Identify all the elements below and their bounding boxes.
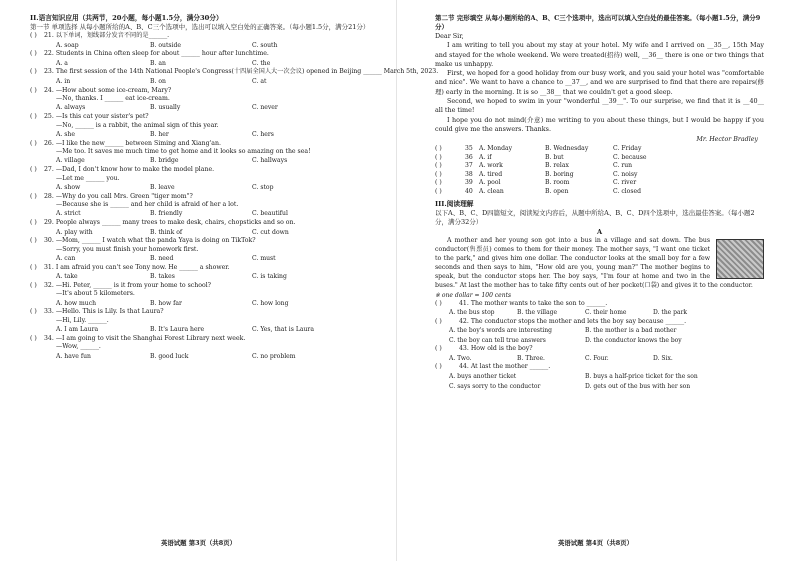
answer-option[interactable]: C. south	[252, 41, 278, 49]
dialogue-line: —It's about 5 kilometers.	[56, 290, 135, 298]
answer-option[interactable]: A. Two.	[449, 354, 472, 362]
option-row	[435, 354, 764, 364]
question-text: 31. I am afraid you can't see Tony now. He ______ a shower.	[44, 263, 230, 271]
answer-option[interactable]: B. on	[150, 77, 166, 85]
answer-blank[interactable]: ( )	[435, 345, 442, 353]
question-body: —Hello. This is Lily. Is that Laura?	[55, 308, 164, 316]
question-body: —Is this cat your sister's pet?	[55, 113, 149, 121]
dialogue-line: —No, thanks. I ______ eat ice-cream.	[56, 95, 170, 103]
question-stem	[435, 318, 764, 327]
answer-option[interactable]: B. takes	[150, 273, 175, 281]
answer-blank[interactable]: ( )	[435, 317, 442, 325]
question-text: 22. Students in China often sleep for about ______ hour after lunchtime.	[44, 50, 269, 58]
question-body: —I like the new______ between Siming and Xiang'an.	[55, 139, 221, 147]
question-text: 32. —Hi. Peter, ______ is it from your home to school?	[44, 281, 211, 289]
question-body: At last the mother ______.	[470, 363, 551, 371]
question-text: 30. —Mom, ______ I watch what the panda Yaya is doing on TikTok?	[44, 237, 256, 245]
answer-blank[interactable]: ( )	[435, 299, 442, 307]
question-number: 31	[44, 263, 52, 271]
answer-blank[interactable]: ( )	[435, 363, 442, 371]
cloze-option-row	[435, 162, 764, 171]
question-number: 23	[44, 68, 52, 76]
passage-text: A mother and her young son got into a bus in a village and sat down. The bus conductor(售票员) comes to them for their money. The mother says, "I want one ticket to the park," and gives him one dollar. The conductor looks at the small boy for a few seconds and then says to him, "How old are you, young man?" The mother begins to speak, but the conductor stops her. The boy says, "I'm four at home and two in the buses." At last the mother has to take fifty cents out of her pocket(口袋) and gives it to the conductor.	[435, 237, 753, 289]
answer-option[interactable]: A. in	[56, 77, 71, 85]
answer-option[interactable]: C. says sorry to the conductor	[449, 382, 541, 390]
question-number: 22	[44, 50, 52, 58]
cloze-part-title: 第二节 完形填空 从每小题所给的A、B、C三个选项中，选出可以填入空白处的最佳答案。（每小题1.5分，满分9分）	[435, 14, 761, 31]
answer-option[interactable]: B. It's Laura here	[150, 326, 205, 334]
option-row	[30, 183, 377, 193]
page-footer: 英语试题 第3页（共8页）	[160, 539, 237, 547]
answer-option[interactable]: A. soap	[56, 41, 79, 49]
answer-option[interactable]: B. an	[150, 59, 166, 67]
answer-option[interactable]: C. stop	[252, 183, 274, 191]
passage-note: ※ one dollar = 100 cents	[435, 291, 512, 299]
page-footer: 英语试题 第4页（共8页）	[557, 539, 634, 547]
option-row	[30, 130, 377, 140]
option-row	[30, 41, 377, 51]
answer-option[interactable]: C. must	[252, 255, 276, 263]
question-number: 24	[44, 86, 52, 94]
question-number: 43	[459, 345, 467, 353]
answer-option[interactable]: C. because	[613, 153, 647, 161]
answer-option[interactable]: A. the bus stop	[449, 309, 495, 317]
question-number: 38	[465, 170, 473, 178]
answer-blank[interactable]: ( )	[30, 334, 37, 342]
answer-blank[interactable]: ( )	[30, 166, 37, 174]
answer-option[interactable]: C. the boy can tell true answers	[449, 336, 546, 344]
question-stem	[30, 68, 439, 77]
answer-option[interactable]: D. gets out of the bus with her son	[585, 382, 691, 390]
question-text: 26. —I like the new______ between Siming and Xiang'an.	[44, 139, 221, 147]
answer-blank[interactable]: ( )	[30, 50, 37, 58]
answer-blank[interactable]: ( )	[30, 308, 37, 316]
question-stem	[30, 219, 377, 228]
answer-blank[interactable]: ( )	[30, 237, 37, 245]
answer-option[interactable]: B. outside	[150, 41, 181, 49]
answer-option[interactable]: C. hers	[252, 130, 274, 138]
question-number: 27	[44, 166, 52, 174]
question-text: 29. People always ______ many trees to make desk, chairs, chopsticks and so on.	[44, 218, 296, 226]
answer-blank[interactable]: ( )	[30, 281, 37, 289]
question-stem	[435, 345, 764, 354]
answer-option[interactable]: D. the conductor knows the boy	[585, 336, 682, 344]
answer-option[interactable]: A. if	[479, 153, 492, 161]
question-number: 40	[465, 187, 473, 195]
answer-option[interactable]: C. Yes, that is Laura	[252, 326, 314, 334]
option-row	[30, 352, 377, 362]
answer-option[interactable]: D. the park	[653, 309, 688, 317]
answer-blank[interactable]: ( )	[435, 153, 442, 161]
part-title: 第一节 单项选择 从每小题所给的A、B、C三个选项中，选出可以填入空白处的正确答案。（每小题1.5分，满分21分）	[30, 23, 370, 31]
reading-title: III.阅读理解	[435, 200, 474, 209]
answer-option[interactable]: A. always	[56, 104, 86, 112]
dialogue-line: —Sorry, you must finish your homework first.	[56, 245, 199, 253]
option-row	[30, 59, 377, 69]
answer-option[interactable]: A. she	[56, 130, 75, 138]
dialogue-line: —Let me ______ you.	[56, 174, 120, 182]
passage-label: A	[596, 228, 603, 237]
question-stem	[435, 363, 764, 372]
question-stem	[30, 264, 377, 273]
cloze-option-row	[435, 171, 764, 180]
answer-option[interactable]: C. how long	[252, 299, 289, 307]
answer-option[interactable]: B. her	[150, 130, 169, 138]
answer-blank[interactable]: ( )	[30, 139, 37, 147]
answer-blank[interactable]: ( )	[30, 32, 37, 39]
answer-option[interactable]: B. relax	[545, 162, 569, 170]
question-text: 27. —Dad, I don't know how to make the model plane.	[44, 166, 215, 174]
question-body: The conductor stops the mother and lets the boy say because ______.	[470, 317, 687, 325]
answer-option[interactable]: A. pool	[479, 179, 501, 187]
letter-paragraph: I am writing to tell you about my stay at your hotel. My wife and I arrived on __35__, 15th May and stayed for the whole weekend. We were treated(招待) well, __36__ there is one or two things that make us unhappy.	[435, 41, 764, 68]
option-row	[435, 308, 764, 318]
answer-option[interactable]: A. the boy's words are interesting	[449, 327, 552, 335]
question-stem	[30, 335, 377, 344]
question-stem	[30, 237, 377, 246]
question-stem	[30, 166, 377, 175]
question-text: 25. —Is this cat your sister's pet?	[44, 113, 149, 121]
answer-option[interactable]: A. clean	[479, 187, 504, 195]
passage-illustration	[716, 239, 764, 279]
answer-option[interactable]: A. tired	[479, 170, 503, 178]
letter-greeting: Dear Sir,	[435, 32, 464, 40]
letter-paragraph: I hope you do not mind(介意) me writing to you about these things, but I would be happy if you could give me the answers. Thanks.	[435, 115, 764, 133]
answer-option[interactable]: A. strict	[56, 210, 81, 218]
question-body: The mother wants to take the son to ______.	[470, 299, 608, 307]
option-row	[30, 299, 377, 309]
answer-blank[interactable]: ( )	[30, 68, 37, 76]
option-row	[435, 382, 764, 392]
answer-blank[interactable]: ( )	[435, 145, 442, 153]
question-text: 24. —How about some ice-cream, Mary?	[44, 86, 172, 94]
answer-option[interactable]: B. leave	[150, 183, 175, 191]
cloze-option-row	[435, 188, 764, 197]
question-stem	[30, 32, 377, 41]
right-page	[397, 0, 794, 561]
question-text: 23. The first session of the 14th National People's Congress(十四届全国人大一次会议) opened in Beijing ______ March 5th, 2023.	[44, 68, 439, 76]
question-body: I am afraid you can't see Tony now. He ______ a shower.	[55, 263, 230, 271]
cloze-options-list	[435, 145, 764, 196]
option-row	[30, 272, 377, 282]
answer-option[interactable]: B. but	[545, 153, 564, 161]
question-stem	[30, 140, 377, 149]
question-number: 39	[465, 179, 473, 187]
letter-paragraph: First, we hoped for a good holiday from our busy work, and you said your hotel was "comfortable and nice". We want to have a chance to __37__, and we are surprised to find that there are repairs(修理) early in the morning. It is so __38__ that we couldn't get a good sleep.	[435, 69, 764, 96]
answer-option[interactable]: C. the	[252, 59, 271, 67]
question-number: 33	[44, 308, 52, 316]
answer-option[interactable]: A. how much	[56, 299, 97, 307]
question-text: 21. 以下单词，划线部分发音不同的是______.	[44, 32, 170, 39]
section-title: II.语言知识应用（共两节，20小题，每小题1.5分，满分30分）	[30, 14, 223, 22]
answer-option[interactable]: C. no problem	[252, 352, 296, 360]
dialogue-line: —Wow, ______.	[56, 343, 101, 351]
answer-option[interactable]: C. cut down	[252, 228, 289, 236]
question-stem	[30, 282, 377, 291]
answer-option[interactable]: B. open	[545, 187, 569, 195]
answer-option[interactable]: B. buys a half-price ticket for the son	[585, 373, 698, 381]
answer-option[interactable]: C. is taking	[252, 273, 287, 281]
answer-option[interactable]: B. how far	[150, 299, 182, 307]
answer-option[interactable]: B. the mother is a bad mother	[585, 327, 677, 335]
answer-option[interactable]: C. closed	[613, 187, 641, 195]
answer-option[interactable]: B. friendly	[150, 210, 183, 218]
question-number: 44	[459, 363, 467, 371]
answer-option[interactable]: B. room	[545, 179, 570, 187]
answer-option[interactable]: B. usually	[150, 104, 181, 112]
question-text: 33. —Hello. This is Lily. Is that Laura?	[44, 308, 164, 316]
question-number: 30	[44, 237, 52, 245]
question-body: How old is the boy?	[470, 345, 533, 353]
answer-option[interactable]: A. show	[56, 183, 81, 191]
question-number: 36	[465, 153, 473, 161]
answer-option[interactable]: A. a	[56, 59, 68, 67]
question-stem	[30, 308, 377, 317]
question-body: People always ______ many trees to make desk, chairs, chopsticks and so on.	[55, 218, 296, 226]
option-row	[30, 325, 377, 335]
question-number: 41	[459, 299, 467, 307]
question-number: 25	[44, 113, 52, 121]
question-body: —Dad, I don't know how to make the model plane.	[55, 166, 215, 174]
dialogue-line: —Hi, Lily. ______.	[56, 316, 109, 324]
question-text: 44. At last the mother ______.	[459, 363, 551, 371]
answer-option[interactable]: B. the village	[517, 309, 558, 317]
question-stem	[435, 300, 764, 309]
question-stem	[30, 193, 377, 202]
dialogue-line: —Me too. It saves me much time to get home and it looks so amazing on the sea!	[56, 148, 311, 156]
answer-option[interactable]: A. work	[479, 162, 503, 170]
answer-blank[interactable]: ( )	[435, 187, 442, 195]
question-body: Students in China often sleep for about ______ hour after lunchtime.	[55, 50, 269, 58]
answer-option[interactable]: A. buys another ticket	[449, 373, 517, 381]
multiple-choice-list	[30, 32, 439, 361]
answer-option[interactable]: B. boring	[545, 170, 574, 178]
answer-blank[interactable]: ( )	[30, 113, 37, 121]
question-number: 26	[44, 139, 52, 147]
question-number: 32	[44, 281, 52, 289]
question-text: 43. How old is the boy?	[459, 345, 533, 353]
answer-option[interactable]: C. Four.	[585, 354, 609, 362]
answer-blank[interactable]: ( )	[435, 162, 442, 170]
dialogue-line: —Because she is ______ and her child is afraid of her a lot.	[56, 201, 239, 209]
answer-option[interactable]: C. never	[252, 104, 278, 112]
reading-instructions: 以下A、B、C、D四篇短文，阅读短文内容后，从题中所给A、B、C、D四个选项中，选出最佳答案。（每小题2分，满分32分）	[435, 209, 755, 227]
question-number: 35	[465, 145, 473, 153]
answer-option[interactable]: C. noisy	[613, 170, 638, 178]
question-stem	[30, 113, 377, 122]
question-body: —How about some ice-cream, Mary?	[55, 86, 172, 94]
question-number: 21	[44, 32, 52, 39]
option-row	[30, 77, 377, 87]
answer-option[interactable]: A. play with	[56, 228, 93, 236]
option-row	[30, 254, 377, 264]
cloze-letter	[435, 32, 764, 145]
cloze-option-row	[435, 154, 764, 163]
answer-option[interactable]: C. beautiful	[252, 210, 288, 218]
answer-option[interactable]: B. bridge	[150, 157, 179, 165]
question-text: 41. The mother wants to take the son to ______.	[459, 299, 608, 307]
answer-option[interactable]: A. have fun	[56, 352, 91, 360]
question-body: —Mom, ______ I watch what the panda Yaya is doing on TikTok?	[55, 237, 256, 245]
question-number: 28	[44, 192, 52, 200]
answer-option[interactable]: A. Monday	[479, 145, 513, 153]
option-row	[30, 103, 377, 113]
option-row	[435, 372, 764, 382]
question-number: 37	[465, 162, 473, 170]
question-number: 29	[44, 218, 52, 226]
answer-option[interactable]: C. run	[613, 162, 633, 170]
option-row	[30, 228, 377, 238]
answer-option[interactable]: C. Friday	[613, 145, 642, 153]
answer-blank[interactable]: ( )	[30, 86, 37, 94]
letter-paragraph: Second, we hoped to swim in your "wonderful __39__". To our surprise, we find that it is __40__ all the time!	[435, 97, 764, 115]
question-text: 28. —Why do you call Mrs. Green "tiger mom"?	[44, 192, 193, 200]
question-stem	[30, 50, 377, 59]
question-body: —Why do you call Mrs. Green "tiger mom"?	[55, 192, 193, 200]
answer-option[interactable]: A. take	[56, 273, 78, 281]
dialogue-line: —No, ______ is a rabbit, the animal sign of this year.	[56, 121, 219, 129]
answer-option[interactable]: B. Three.	[517, 354, 545, 362]
reading-passage	[435, 237, 764, 290]
option-row	[30, 156, 377, 166]
answer-option[interactable]: B. Wednesday	[545, 145, 589, 153]
answer-blank[interactable]: ( )	[30, 263, 37, 271]
question-stem	[30, 87, 377, 96]
reading-question-list	[435, 300, 764, 391]
option-row	[30, 209, 377, 219]
question-text: 42. The conductor stops the mother and lets the boy say because ______.	[459, 317, 687, 325]
answer-option[interactable]: D. Six.	[653, 354, 673, 362]
cloze-option-row	[435, 179, 764, 188]
answer-blank[interactable]: ( )	[435, 170, 442, 178]
question-body: —Hi. Peter, ______ is it from your home to school?	[55, 281, 211, 289]
option-row	[435, 336, 764, 346]
answer-option[interactable]: B. think of	[150, 228, 183, 236]
question-body: 以下单词，划线部分发音不同的是______.	[55, 32, 170, 39]
answer-option[interactable]: C. at	[252, 77, 267, 85]
answer-option[interactable]: A. village	[56, 157, 85, 165]
answer-option[interactable]: A. can	[56, 255, 76, 263]
question-text: 34. —I am going to visit the Shanghai Forest Library next week.	[44, 334, 246, 342]
answer-option[interactable]: B. need	[150, 255, 174, 263]
answer-option[interactable]: C. river	[613, 179, 637, 187]
question-number: 42	[459, 317, 467, 325]
letter-signature: Mr. Hector Bradley	[696, 136, 758, 144]
answer-option[interactable]: A. I am Laura	[56, 326, 99, 334]
answer-option[interactable]: B. good luck	[150, 352, 189, 360]
question-body: —I am going to visit the Shanghai Forest Library next week.	[55, 334, 246, 342]
option-row	[435, 326, 764, 336]
cloze-option-row	[435, 145, 764, 154]
answer-option[interactable]: C. their home	[585, 309, 627, 317]
answer-blank[interactable]: ( )	[30, 218, 37, 226]
answer-blank[interactable]: ( )	[30, 192, 37, 200]
question-body: The first session of the 14th National People's Congress(十四届全国人大一次会议) opened in Beijing ______ March 5th, 2023.	[55, 68, 439, 76]
answer-option[interactable]: C. hallways	[252, 157, 288, 165]
question-number: 34	[44, 334, 52, 342]
answer-blank[interactable]: ( )	[435, 179, 442, 187]
